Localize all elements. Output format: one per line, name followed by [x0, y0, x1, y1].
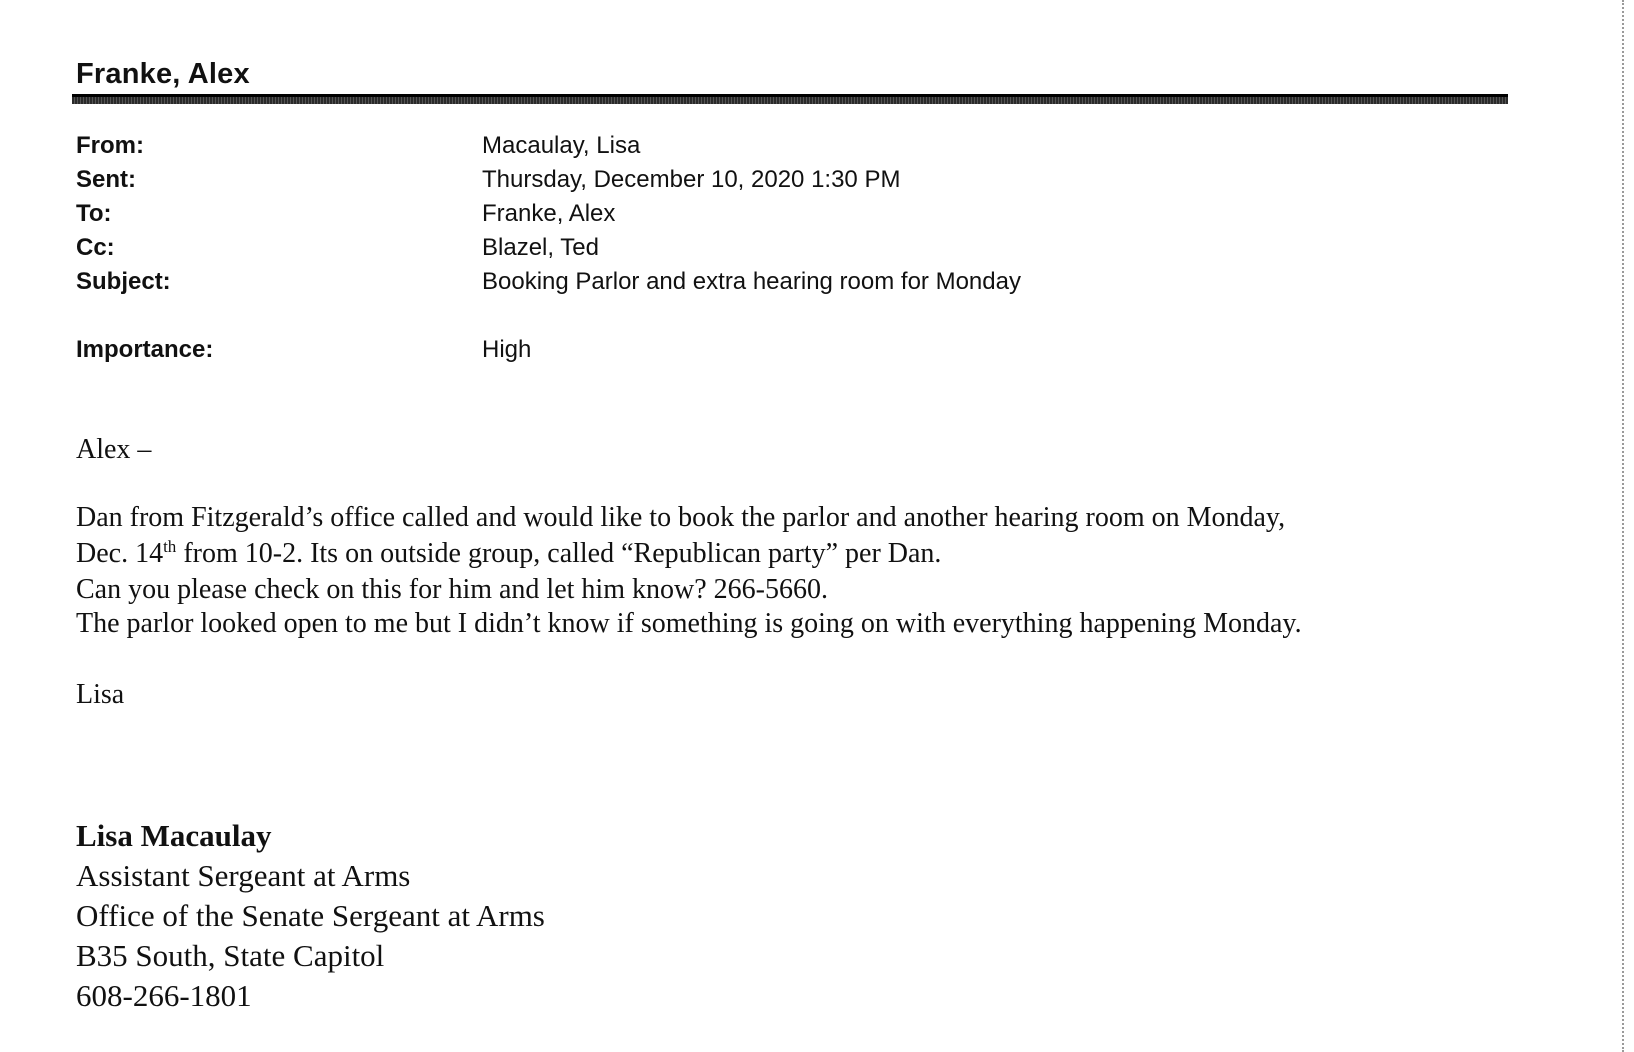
importance-label: Importance: [76, 336, 214, 363]
signature-title: Assistant Sergeant at Arms [76, 858, 411, 893]
cc-label: Cc: [76, 234, 115, 261]
body-line-2-rest: from 10-2. Its on outside group, called “Republican party” per Dan. [176, 538, 942, 569]
signature-name: Lisa Macaulay [76, 818, 272, 853]
from-label: From: [76, 132, 144, 159]
closing-name: Lisa [76, 679, 125, 710]
subject-label: Subject: [76, 268, 171, 295]
body-line-4: The parlor looked open to me but I didn’t know if something is going on with everything happening Monday. [76, 608, 1302, 639]
mailbox-owner-title: Franke, Alex [76, 58, 250, 90]
sent-label: Sent: [76, 166, 136, 193]
body-line-2 [76, 536, 941, 572]
from-value: Macaulay, Lisa [482, 132, 641, 159]
greeting: Alex – [76, 434, 152, 465]
signature-block [76, 816, 545, 1016]
importance-value: High [482, 336, 532, 363]
signature-phone: 608-266-1801 [76, 978, 252, 1013]
sent-value: Thursday, December 10, 2020 1:30 PM [482, 166, 901, 193]
signature-office: Office of the Senate Sergeant at Arms [76, 898, 545, 933]
ordinal-suffix: th [163, 537, 177, 556]
title-rule [72, 94, 1508, 104]
cc-value: Blazel, Ted [482, 234, 599, 261]
to-label: To: [76, 200, 112, 227]
body-line-2-date: Dec. 14 [76, 538, 164, 569]
scan-edge-line [1622, 0, 1624, 1052]
signature-address: B35 South, State Capitol [76, 938, 385, 973]
subject-value: Booking Parlor and extra hearing room for Monday [482, 268, 1021, 295]
body-line-1: Dan from Fitzgerald’s office called and would like to book the parlor and another hearing room on Monday, [76, 502, 1286, 533]
body-line-3: Can you please check on this for him and let him know? 266-5660. [76, 574, 828, 605]
to-value: Franke, Alex [482, 200, 616, 227]
